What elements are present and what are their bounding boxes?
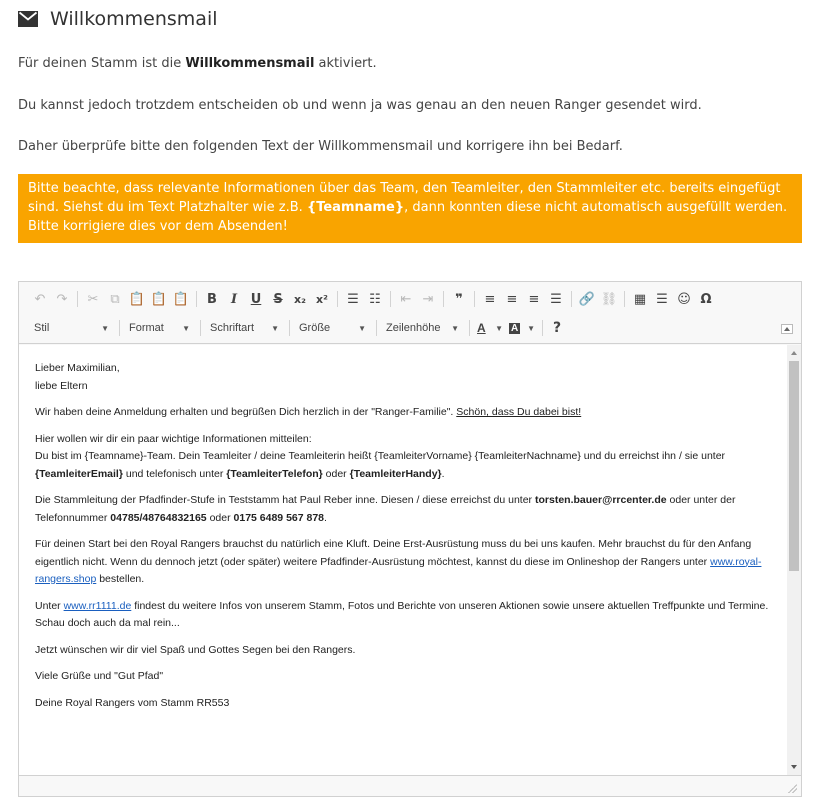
align-center-icon[interactable]: ≡ [506,291,518,307]
italic-button[interactable]: I [230,291,238,307]
toolbar-divider [77,291,78,307]
editor-scrollbar[interactable] [787,345,801,775]
website-link[interactable]: www.rr1111.de [63,599,132,612]
greeting-line-2: liebe Eltern [35,379,88,392]
horizontal-line-icon[interactable]: ☰ [656,291,668,307]
strikethrough-button[interactable]: S [273,291,283,307]
toolbar-divider [196,291,197,307]
toolbar-divider [624,291,625,307]
toolbar-divider [289,320,290,336]
chevron-down-icon: ▼ [451,323,459,333]
chevron-down-icon: ▼ [182,323,190,333]
editor-toolbar [19,282,801,344]
resize-handle-icon[interactable] [788,784,797,793]
shop-link[interactable]: www.royal-rangers.shop [35,555,762,585]
help-button[interactable]: ? [552,320,562,336]
format-dropdown[interactable] [124,318,196,338]
mail-paragraph-leadership: Die Stammleitung der Pfadfinder-Stufe in Teststamm hat Paul Reber inne. Diesen / diese erreichst du unter torsten.bauer@rrcenter.de oder unter der Telefonnummer 04785/48764832165 oder 0175 6489 567 878. [35,494,736,524]
underline-button[interactable]: U [250,291,262,307]
toolbar-divider [542,320,543,336]
scrollbar-thumb[interactable] [789,361,799,571]
mail-paragraph-wishes: Jetzt wünschen wir dir viel Spaß und Gottes Segen bei den Rangers. [35,643,356,656]
background-color-button[interactable] [506,318,538,338]
editor-footer [19,775,801,796]
mail-paragraph-greetings: Viele Grüße und "Gut Pfad" [35,670,164,682]
toolbar-divider [376,320,377,336]
scroll-up-icon[interactable] [791,351,797,355]
toolbar-divider [337,291,338,307]
toolbar-divider [443,291,444,307]
special-character-button[interactable]: Ω [700,291,712,307]
size-dropdown-label: Größe [299,322,331,334]
editor-content-area[interactable] [19,345,787,775]
superscript-button[interactable]: x² [316,292,328,306]
section-heading [18,8,218,30]
text-color-label: A [477,321,486,335]
chevron-down-icon: ▼ [101,323,109,333]
subscript-button[interactable]: x₂ [294,292,306,306]
toolbar-divider [119,320,120,336]
align-left-icon[interactable]: ≡ [484,291,496,307]
page-title: Willkommensmail [50,8,218,30]
bold-button[interactable]: B [207,291,217,307]
background-color-label: A [511,322,519,334]
chevron-down-icon: ▼ [527,323,535,333]
paste-word-icon[interactable]: 📋 [172,291,190,307]
envelope-icon [18,11,38,27]
warning-banner: Bitte beachte, dass relevante Informationen über das Team, den Teamleiter, den Stammleiter etc. bereits eingefügt sind. Siehst du im Text Platzhalter wie z.B. {Teamname}, dann konnten diese nicht automatisch ausgefüllt werden. Bitte korrigiere dies vor dem Absenden! [18,174,802,243]
indent-icon[interactable]: ⇥ [422,291,434,307]
chevron-down-icon: ▼ [271,323,279,333]
copy-icon[interactable]: ⧉ [110,291,120,307]
toolbar-divider [571,291,572,307]
mail-paragraph-signature: Deine Royal Rangers vom Stamm RR553 [35,696,230,709]
line-height-dropdown[interactable] [381,318,465,338]
toolbar-divider [474,291,475,307]
rich-text-editor [18,281,802,797]
smiley-icon[interactable]: ☺ [677,291,691,307]
paste-text-icon[interactable]: 📋 [150,291,168,307]
format-dropdown-label: Format [129,322,164,334]
toolbar-divider [469,320,470,336]
cut-icon[interactable]: ✂ [87,291,99,307]
mail-paragraph-welcome: Wir haben deine Anmeldung erhalten und begrüßen Dich herzlich in der "Ranger-Familie". Schön, dass Du dabei bist! [35,406,582,418]
redo-icon[interactable]: ↷ [56,291,68,307]
style-dropdown[interactable] [29,318,115,338]
style-dropdown-label: Stil [34,322,50,334]
unlink-icon[interactable]: ⛓ [600,291,618,307]
text-color-button[interactable] [474,318,506,338]
mail-paragraph-website: Unter www.rr1111.de findest du weitere Infos von unserem Stamm, Fotos und Berichte von unseren Aktionen sowie unsere aktuellen Treffpunkte und Termine. Schau doch auch da mal rein... [35,599,769,629]
toolbar-divider [200,320,201,336]
chevron-down-icon: ▼ [495,323,503,333]
outdent-icon[interactable]: ⇤ [400,291,412,307]
link-icon[interactable]: 🔗 [578,291,596,307]
undo-icon[interactable]: ↶ [34,291,46,307]
blockquote-button[interactable]: ❞ [455,291,463,307]
intro-decide-text: Du kannst jedoch trotzdem entscheiden ob und wenn ja was genau an den neuen Ranger gesendet wird. [18,98,702,113]
chevron-down-icon: ▼ [358,323,366,333]
greeting-line-1: Lieber Maximilian, [35,362,120,374]
align-right-icon[interactable]: ≡ [528,291,540,307]
paste-icon[interactable]: 📋 [128,291,146,307]
align-justify-icon[interactable]: ☰ [550,291,562,307]
intro-activated-text: Für deinen Stamm ist die Willkommensmail aktiviert. [18,56,377,71]
table-icon[interactable]: ▦ [633,291,647,307]
mail-paragraph-info: Hier wollen wir dir ein paar wichtige Informationen mitteilen: Du bist im {Teamname}-Team. Dein Teamleiter / deine Teamleiterin heißt {TeamleiterVorname} {TeamleiterNachname} und du erreichst ihn / sie unter {TeamleiterEmail} und telefonisch unter {TeamleiterTelefon} oder {TeamleiterHandy}. [35,432,726,480]
intro-check-text: Daher überprüfe bitte den folgenden Text der Willkommensmail und korrigere ihn bei Bedarf. [18,139,623,154]
numbered-list-icon[interactable]: ☰ [347,291,359,307]
toolbar-divider [390,291,391,307]
collapse-toolbar-button[interactable] [781,324,793,334]
scroll-down-icon[interactable] [791,765,797,769]
font-dropdown[interactable] [205,318,285,338]
bulleted-list-icon[interactable]: ☷ [369,291,381,307]
line-height-dropdown-label: Zeilenhöhe [386,322,441,334]
size-dropdown[interactable] [294,318,372,338]
mail-paragraph-uniform: Für deinen Start bei den Royal Rangers brauchst du natürlich eine Kluft. Deine Erst-Ausrüstung muss du bei uns kaufen. Mehr brauchst du für den Anfang eigentlich nicht. Wenn du dennoch jetzt (oder später) weitere Pfadfinder-Ausrüstung möchtest, kannst du diese im Onlineshop der Rangers unter www.royal-rangers.shop bestellen. [35,538,762,585]
font-dropdown-label: Schriftart [210,322,255,334]
